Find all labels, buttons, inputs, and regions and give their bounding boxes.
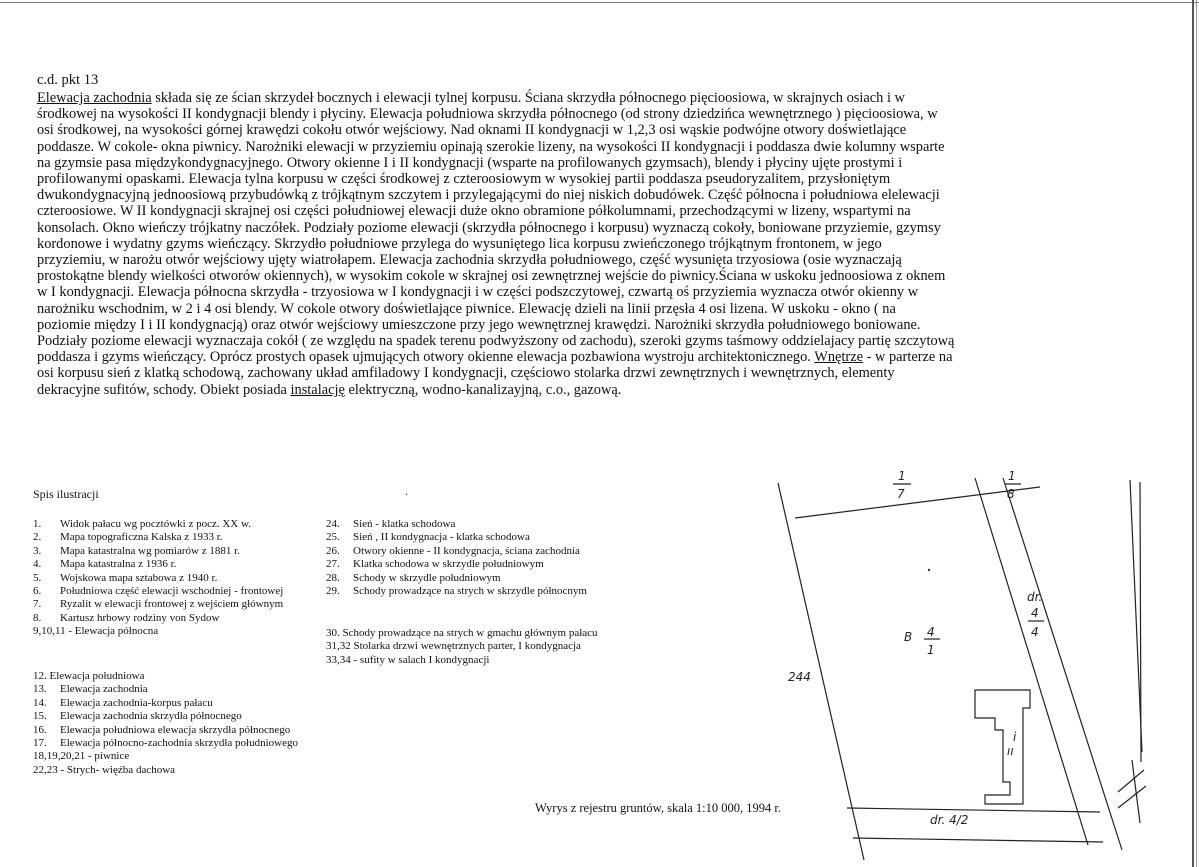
map-point — [928, 569, 930, 571]
illustration-number: 15. — [33, 710, 47, 723]
text-line: na gzymsie pasa międzykondygnacyjnego. Otwory okienne I i II kondygnacji (wsparte na profilowanych gzymsach), blendy i płyciny ujęte prostymi i — [37, 154, 903, 171]
parcel-41-b: B — [904, 630, 913, 644]
parcel-18-den: 8 — [1007, 487, 1015, 501]
illustration-title: 31,32 Stolarka drzwi wewnętrznych parter, I kondygnacja — [326, 640, 581, 653]
illustration-title: Otwory okienne - II kondygnacja, ściana zachodnia — [353, 544, 580, 557]
heading-wnetrze: Wnętrze — [814, 349, 863, 366]
hatch-mark — [1118, 786, 1146, 808]
text-line: kordonowe i wydatny gzyms wieńczący. Skrzydło południowe przylega do wysuniętego lica korpusu zwieńczonego trójkątnym frontonem, w jego — [37, 235, 882, 252]
parcel-44-den: 4 — [1031, 625, 1039, 639]
text-line: poddasza i gzyms wieńczący. Oprócz prostych opasek ujmujących otwory okienne elewacja pozbawiona wystroju architektonicznego. — [37, 349, 811, 366]
illustration-number: 13. — [33, 683, 47, 696]
parcel-boundary-road-west — [975, 478, 1088, 845]
illustration-number: 27. — [326, 558, 340, 571]
parcel-boundary-north — [795, 487, 1040, 518]
illustration-number: 29. — [326, 585, 340, 598]
illustration-title: Schody w skrzydle południowym — [353, 571, 501, 584]
illustration-number: 2. — [33, 531, 42, 544]
parcel-18-num: 1 — [1008, 469, 1016, 483]
text-line: środkowej na wysokości II kondygnacji blendy i płyciny. Elewacja południowa skrzydła północnego (od strony dziedzińca wewnętrznego ) pięcioosiowa, w — [37, 106, 938, 123]
parcel-17-num: 1 — [898, 469, 906, 483]
map-caption: Wyrys z rejestru gruntów, skala 1:10 000, 1994 r. — [535, 801, 781, 815]
illustration-title: Południowa część elewacji wschodniej - frontowej — [60, 585, 284, 598]
illustration-title: Elewacja zachodnia-korpus pałacu — [60, 696, 213, 709]
illustration-title: Elewacja północno-zachodnia skrzydła południowego — [60, 737, 298, 750]
illustration-title: Elewacja południowa elewacja skrzydła północnego — [60, 723, 291, 736]
text-line: dekracyjne sufitów, schody. Obiekt posiada — [37, 381, 291, 398]
text-line: składa się ze ścian skrzydeł bocznych i elewacji tylnej korpusu. Ściana skrzydła północnego pięcioosiowa, w skrajnych osiach i w — [151, 90, 905, 106]
illustration-title: Widok pałacu wg pocztówki z pocz. XX w. — [60, 518, 251, 530]
illustration-title: Sień , II kondygnacja - klatka schodowa — [353, 531, 530, 544]
illustration-title: 18,19,20,21 - piwnice — [33, 750, 130, 763]
parcel-41-num: 4 — [927, 625, 935, 639]
stray-dot: · — [405, 490, 409, 501]
illustration-number: 26. — [326, 544, 340, 557]
illustration-title: Schody prowadzące na strych w skrzydle północnym — [353, 585, 587, 598]
illustration-title: Klatka schodowa w skrzydle południowym — [353, 558, 544, 571]
parcel-boundary-south-2 — [853, 838, 1103, 842]
parcel-boundary-road-east — [1003, 478, 1122, 850]
text-line: poddasze. W cokole- okna piwnicy. Narożniki elewacji w przyziemiu opinają szerokie lizeny, na wysokości II kondygnacji i poddasza dwie kolumny wsparte — [37, 138, 945, 155]
underlined-instalacje: instalację — [290, 381, 345, 398]
text-line: w I kondygnacji. Elewacja północna skrzydła - trzyosiowa w I kondygnacji i w części podszczytowej, czwartą oś przyziemia wyznacza otwór okienny w — [37, 284, 919, 301]
illustration-number: 8. — [33, 611, 42, 624]
illustration-title: Mapa katastralna wg pomiarów z 1881 r. — [60, 544, 240, 557]
building-mark-ii: ıı — [1007, 744, 1014, 758]
illustration-number: 6. — [33, 585, 42, 598]
text-line: osi korpusu sień z klatką schodową, zachowany układ amfiladowy I kondygnacji, częściowo stolarka drzwi zewnętrznych i wewnętrznych, elementy — [37, 365, 895, 382]
text-line: profilowanymi opaskami. Elewacja tylna korpusu w części środkowej z czteroosiowym w wysokiej partii poddasza pseudoryzalitem, przysłoniętym — [37, 171, 891, 188]
text-line: przyziemiu, w narożu otwór wejściowy ujęty wiatrołapem. Elewacja zachodnia skrzydła południowego, część wysunięta trzyosiowa (osie wyznaczają — [37, 252, 902, 269]
text-line: dwukondygnacyjną jednoosiową przybudówką z trójkątnym szczytem i przylegającymi do niej niskich dobudówek. Część północna i południowa elelewacji — [37, 187, 940, 204]
parcel-244: 244 — [788, 670, 811, 684]
illustration-number: 24. — [326, 518, 340, 530]
text-line: narożniku wschodnim, w 2 i 4 osi blendy. W cokole otwory doświetlające piwnice. Elewację dzieli na linii przęsła 4 osi lizena. W uskoku - okno ( na — [37, 300, 896, 317]
illustration-number: 5. — [33, 571, 42, 584]
illustration-title: 30. Schody prowadzące na strych w gmachu głównym pałacu — [326, 627, 598, 639]
text-line: poziomie między I i II kondygnacją) oraz otwór wejściowy umieszczone przy jego wewnętrznej krawędzi. Narożniki skrzydła południowego boniowane. — [37, 316, 921, 333]
text-line: prostokątne blendy wielkości otworów okiennych), w wysokim cokole w skrajnej osi zewnętrznej wejście do piwnicy.Ściana w uskoku jednoosiowa z oknem — [37, 268, 946, 285]
illustration-title: Kartusz hrbowy rodziny von Sydow — [60, 611, 220, 624]
illustration-title: Elewacja zachodnia skrzydła północnego — [60, 710, 242, 723]
parcel-dr42: dr. 4/2 — [930, 813, 969, 827]
illustration-title: 12. Elewacja południowa — [33, 670, 145, 682]
building-mark-i: i — [1013, 730, 1017, 744]
illustration-title: Sień - klatka schodowa — [353, 518, 456, 530]
parcel-44-label: dr. — [1027, 590, 1043, 604]
illustration-number: 4. — [33, 558, 42, 571]
illustrations-list-title: Spis ilustracji — [33, 487, 99, 501]
illustration-number: 3. — [33, 544, 42, 557]
parcel-boundary-south-1 — [847, 808, 1100, 812]
illustration-number: 17. — [33, 737, 47, 750]
illustration-number: 7. — [33, 598, 42, 611]
text-line: osi środkowej, na wysokości górnej krawędzi cokołu otwór wejściowy. Nad oknami II kondygnacji w 1,2,3 osi wąskie podwójne otwory doświetlające — [37, 122, 907, 139]
parcel-44-num: 4 — [1031, 606, 1039, 620]
text-line: czteroosiowe. W II kondygnacji skrajnej osi części południowej elewacji duże okno obramione półkolumnami, przechodzącymi w lizeny, wspartymi na — [37, 203, 911, 220]
illustration-number: 1. — [33, 518, 42, 530]
section-reference: c.d. pkt 13 — [37, 72, 99, 88]
illustration-number: 28. — [326, 571, 340, 584]
text-line: Podziały poziome elewacji wyznaczaja cokół ( ze względu na spadek terenu podwyższony od zachodu), szeroki gzyms taśmowy oddzielajacy partię szczytową — [37, 333, 955, 350]
text-line: konsolach. Okno wieńczy trójkatny naczółek. Podziały poziome elewacji (skrzydła północnego i korpusu) wyznaczą cokoły, boniowane przyziemie, gzymsy — [37, 219, 941, 236]
hatch-mark — [1118, 770, 1144, 792]
text-line: elektryczną, wodno-kanalizayjną, c.o., gazową. — [344, 381, 622, 398]
illustration-number: 25. — [326, 531, 340, 544]
building-footprint — [975, 690, 1030, 804]
illustration-number: 14. — [33, 696, 47, 709]
heading-elewacja-zachodnia: Elewacja zachodnia — [37, 90, 152, 106]
illustration-title: Mapa katastralna z 1936 r. — [60, 558, 177, 571]
parcel-41-den: 1 — [927, 643, 935, 657]
illustration-title: 33,34 - sufity w salach I kondygnacji — [326, 653, 490, 666]
illustration-title: 9,10,11 - Elewacja północna — [33, 625, 159, 638]
illustration-title: Mapa topograficzna Kalska z 1933 r. — [60, 531, 223, 544]
illustration-title: Ryzalit w elewacji frontowej z wejściem głównym — [60, 598, 284, 611]
illustration-title: Elewacja zachodnia — [60, 683, 148, 696]
text-line: - w parterze na — [862, 349, 953, 366]
parcel-17-den: 7 — [897, 487, 905, 501]
illustration-number: 16. — [33, 723, 47, 736]
illustration-title: Wojskowa mapa sztabowa z 1940 r. — [60, 571, 218, 584]
illustration-title: 22,23 - Strych- więźba dachowa — [33, 763, 176, 776]
